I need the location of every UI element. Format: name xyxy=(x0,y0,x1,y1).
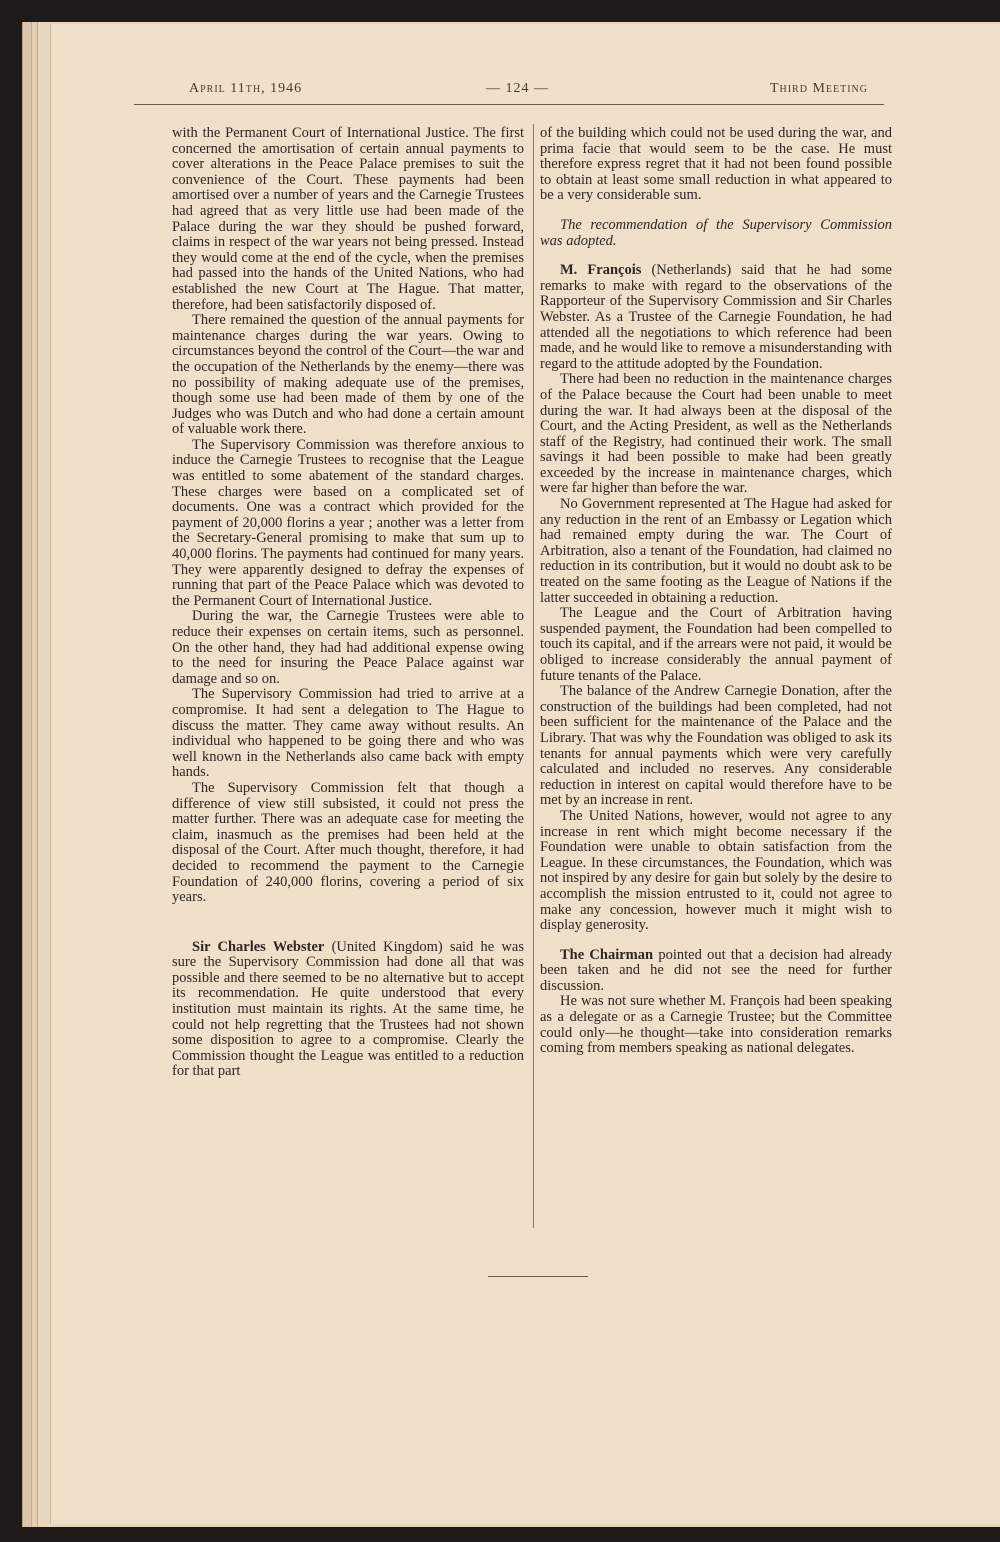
right-column xyxy=(540,126,892,1057)
adoption-note: The recommendation of the Supervisory Commission was adopted. xyxy=(540,216,892,249)
header-date: April 11th, 1946 xyxy=(189,81,303,96)
speech-text: (United Kingdom) said he was sure the Supervisory Commission had done all that was possible and there seemed to be no alternative but to accept its recommendation. He quite understood that every institution must maintain its rights. At the same time, he could not help regretting that the Trustees had not shown some disposition to agree to a compromise. Clearly the Commission thought the League was entitled to a reduction for that part xyxy=(172,938,524,1080)
paragraph: The Supervisory Commission was therefore anxious to induce the Carnegie Trustees to recognise that the League was entitled to some abatement of the standard charges. These charges were based on a complicated set of documents. One was a contract which provided for the payment of 20,000 florins a year ; another was a letter from the Secretary-General promising to make that sum up to 40,000 florins. The payments had continued for many years. They were apparently designed to defray the expenses of running that part of the Peace Palace which was devoted to the Permanent Court of International Justice. xyxy=(172,436,524,609)
speech-francois xyxy=(540,263,892,372)
paragraph: No Government represented at The Hague had asked for any reduction in the rent of an Embassy or Legation which had remained empty during the war. The Court of Arbitration, also a tenant of the Foundation, had claimed no reduction in its contribution, but it would no doubt ask to be treated on the same footing as the League of Nations if the latter succeeded in obtaining a reduction. xyxy=(540,496,892,606)
header-meeting: Third Meeting xyxy=(769,81,868,96)
paragraph: The balance of the Andrew Carnegie Donation, after the construction of the buildings had been completed, had not been sufficient for the maintenance of the Palace and the Library. That was why the Foundation was obliged to ask its tenants for annual payments which were very carefully calculated and included no reserves. Any considerable reduction in interest on capital would therefore have to be met by an increase in rent. xyxy=(540,683,892,809)
column-divider xyxy=(533,124,534,1228)
running-header xyxy=(134,78,884,105)
paragraph: He was not sure whether M. François had been speaking as a delegate or as a Carnegie Trustee; but the Committee could only—he thought—take into consideration remarks coming from members speaking as national delegates. xyxy=(540,993,892,1057)
speaker-name: M. François xyxy=(560,262,642,279)
paragraph: The Supervisory Commission felt that though a difference of view still subsisted, it could not press the matter further. There was an adequate case for meeting the claim, inasmuch as the premises had been held at the disposal of the Court. After much thought, therefore, it had decided to recommend the payment to the Carnegie Foundation of 240,000 florins, covering a period of six years. xyxy=(172,779,524,906)
end-rule xyxy=(488,1276,588,1277)
paragraph: The League and the Court of Arbitration having suspended payment, the Foundation had been compelled to touch its capital, and if the arrears were not paid, it would be obliged to increase considerably the annual payment of future tenants of the Palace. xyxy=(540,605,892,684)
speech-chairman xyxy=(540,948,892,995)
header-page-number: — 124 — xyxy=(486,81,549,96)
paragraph: There remained the question of the annual payments for maintenance charges during the war years. Owing to circumstances beyond the control of the Court—the war and the occupation of the Netherlands by the enemy—there was no possibility of making adequate use of the premises, though some use had been made of them by one of the Judges who was Dutch and who had done a certain amount of valuable work there. xyxy=(172,312,524,438)
speaker-name: The Chairman xyxy=(560,946,654,963)
paragraph: During the war, the Carnegie Trustees were able to reduce their expenses on certain items, such as personnel. On the other hand, they had had additional expense owing to the need for insuring the Peace Palace against war damage and so on. xyxy=(172,608,524,687)
speaker-name: Sir Charles Webster xyxy=(192,938,325,955)
speech-text: pointed out that a decision had already been taken and he did not see the need for further discussion. xyxy=(540,946,892,994)
paragraph: with the Permanent Court of International Justice. The first concerned the amortisation of certain annual payments to cover alterations in the Peace Palace premises to suit the convenience of the Court. These payments had been amortised over a number of years and the Carnegie Trustees had agreed that as very little use had been made of the Palace during the war they should be pushed forward, claims in respect of the war years not being pressed. Instead they would come at the end of the cycle, when the premises had passed into the hands of the United Nations, who had established the new Court at The Hague. That matter, therefore, had been satisfactorily disposed of. xyxy=(172,125,524,313)
paragraph: The Supervisory Commission had tried to arrive at a compromise. It had sent a delegation to The Hague to discuss the matter. They came away without results. An individual who happened to be going there and who was well known in the Netherlands also came back with empty hands. xyxy=(172,686,524,781)
paragraph: There had been no reduction in the maintenance charges of the Palace because the Court had been unable to meet during the war. It had always been at the disposal of the Court, and the Acting President, as well as the Netherlands staff of the Registry, had continued their work. The small savings it had been possible to make had been greatly exceeded by the increase in maintenance charges, which were far higher than before the war. xyxy=(540,371,892,497)
paragraph: of the building which could not be used during the war, and prima facie that would seem to be the case. He must therefore express regret that it had not been found possible to obtain at least some small reduction in what appeared to be a very considerable sum. xyxy=(540,125,892,204)
speech-webster xyxy=(172,940,524,1080)
speech-text: (Netherlands) said that he had some remarks to make with regard to the observations of the Rapporteur of the Supervisory Commission and Sir Charles Webster. As a Trustee of the Carnegie Foundation, he had attended all the negotiations to which reference had been made, and he would like to remove a misunderstanding with regard to the attitude adopted by the Foundation. xyxy=(540,262,892,372)
paragraph: The United Nations, however, would not agree to any increase in rent which might become necessary if the Foundation were unable to obtain satisfaction from the League. In these circumstances, the Foundation, which was not inspired by any desire for gain but solely by the desire to accomplish the mission entrusted to it, could not agree to make any concession, however much it might wish to display generosity. xyxy=(540,807,892,934)
left-column xyxy=(172,126,524,1080)
